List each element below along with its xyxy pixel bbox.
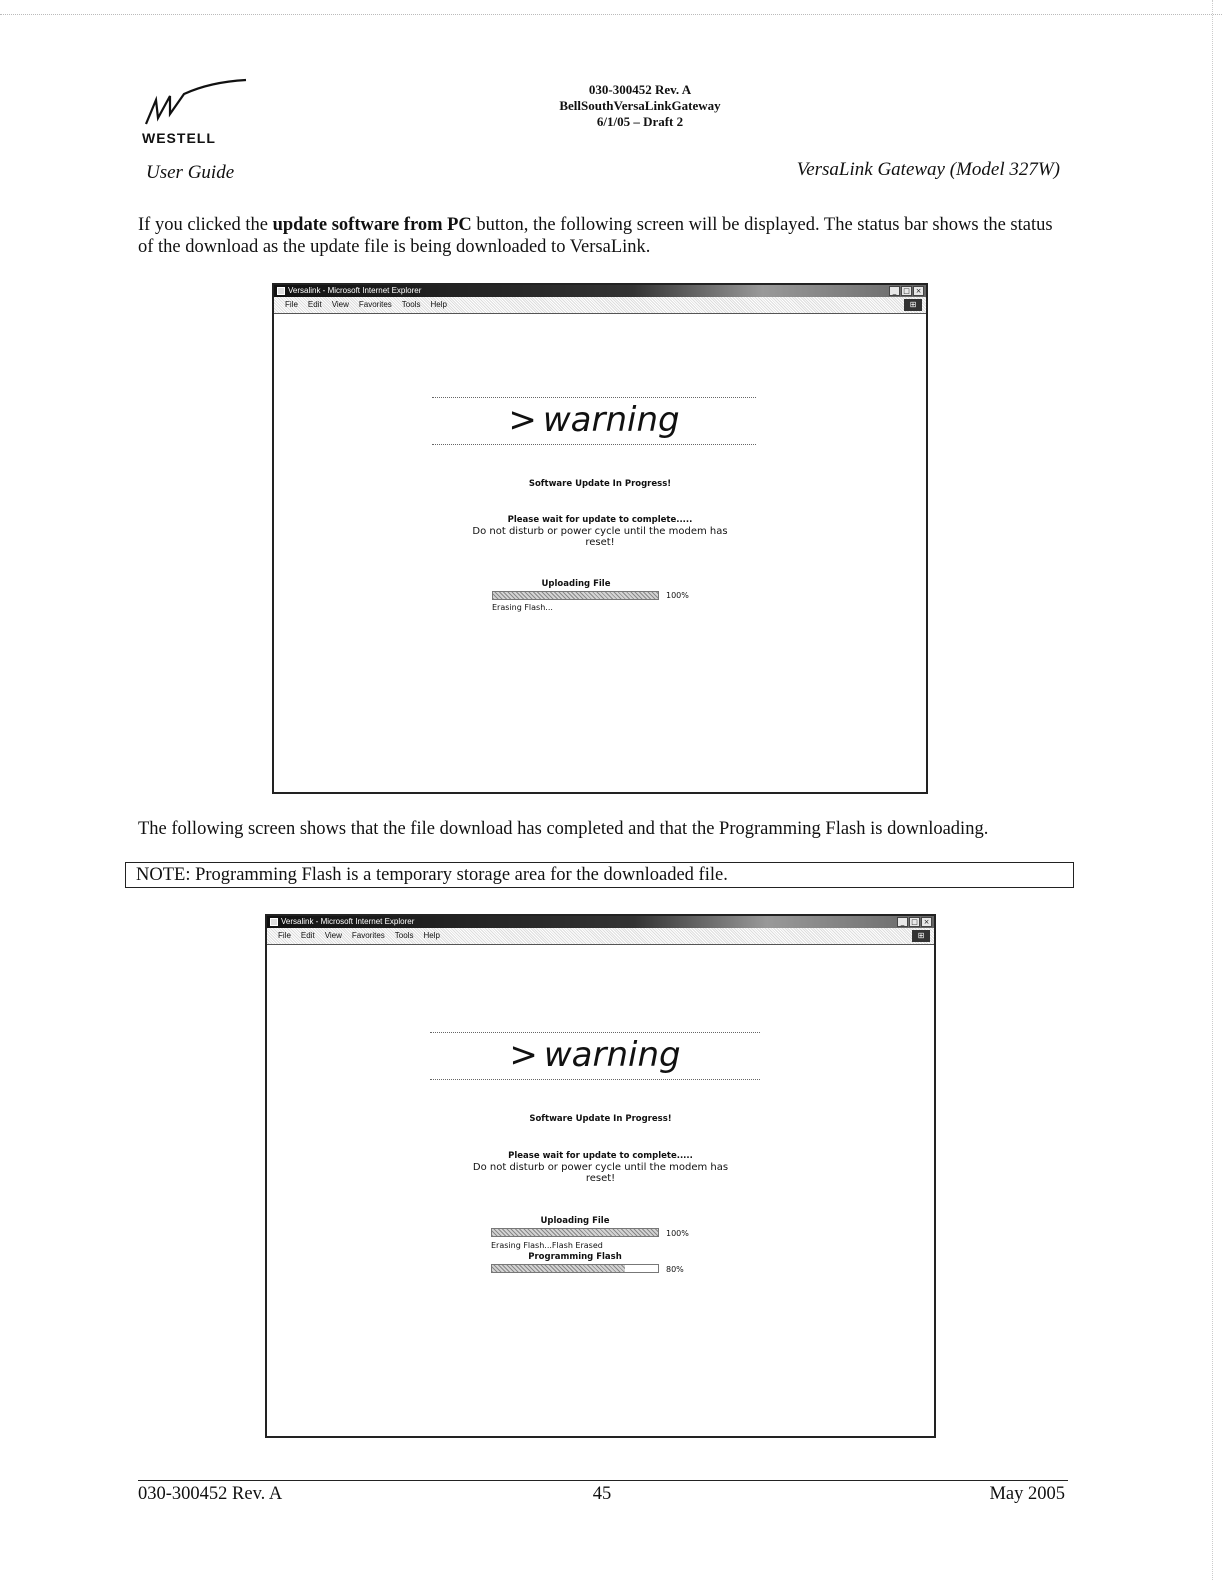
windows-logo-icon: ⊞ [904, 299, 922, 311]
disturb-line-1: Do not disturb or power cycle until the modem has [472, 1162, 729, 1173]
maximize-icon[interactable]: □ [909, 917, 920, 927]
menu-view[interactable]: View [324, 931, 342, 940]
scan-top-border [0, 14, 1222, 15]
upload-percent: 100% [666, 1229, 689, 1238]
menu-edit[interactable]: Edit [300, 931, 315, 940]
menu-help[interactable]: Help [430, 300, 447, 309]
program-percent: 80% [666, 1265, 684, 1274]
disturb-line-1: Do not disturb or power cycle until the modem has [472, 526, 728, 537]
ie-app-icon [277, 287, 285, 295]
wait-message [267, 1151, 934, 1184]
erase-status: Erasing Flash... [492, 603, 553, 612]
status-message: Software Update In Progress! [529, 1114, 672, 1124]
model-title: VersaLink Gateway (Model 327W) [796, 159, 1060, 180]
menu-view[interactable]: View [331, 300, 349, 309]
windows-logo-icon: ⊞ [912, 930, 930, 942]
warning-heading [430, 1032, 760, 1080]
upload-progress-bar [491, 1228, 659, 1237]
footer-rule [138, 1480, 1068, 1481]
intro-bold-button-name: update software from PC [272, 215, 472, 235]
menu-tools[interactable]: Tools [401, 300, 421, 309]
program-label: Programming Flash [528, 1252, 622, 1262]
minimize-icon[interactable]: _ [897, 917, 908, 927]
menu-file[interactable]: File [285, 300, 298, 309]
menu-favorites[interactable]: Favorites [351, 931, 385, 940]
menu-file[interactable]: File [278, 931, 291, 940]
warning-arrow-icon: > [509, 1035, 538, 1075]
download-paragraph: The following screen shows that the file download has completed and that the Programming Flash is downloading. [138, 819, 989, 839]
warning-heading [432, 397, 756, 445]
doc-number: 030-300452 Rev. A [588, 82, 692, 97]
disturb-line-2: reset! [585, 1173, 616, 1184]
menu-bar [267, 928, 934, 945]
browser-window-2 [265, 914, 936, 1438]
program-progress-fill [492, 1265, 625, 1272]
footer-doc-number: 030-300452 Rev. A [138, 1484, 283, 1504]
upload-progress-fill [493, 592, 658, 599]
upload-percent: 100% [666, 591, 689, 600]
wait-line: Please wait for update to complete..... [507, 515, 693, 525]
scan-right-border [1212, 0, 1213, 1580]
browser-window-1 [272, 283, 928, 794]
maximize-icon[interactable]: □ [901, 286, 912, 296]
logo-text: WESTELL [142, 130, 216, 146]
status-message: Software Update In Progress! [528, 479, 672, 489]
user-guide-title: User Guide [146, 162, 235, 183]
westell-logo [140, 78, 260, 148]
page-number: 45 [592, 1484, 612, 1504]
erase-status: Erasing Flash...Flash Erased [491, 1241, 603, 1250]
menu-favorites[interactable]: Favorites [358, 300, 392, 309]
intro-text-pre: If you clicked the [138, 215, 273, 235]
warning-text: warning [542, 400, 680, 440]
menu-bar [274, 297, 926, 314]
disturb-line-2: reset! [585, 537, 615, 548]
note-box: NOTE: Programming Flash is a temporary storage area for the downloaded file. [125, 862, 1074, 888]
menu-edit[interactable]: Edit [307, 300, 322, 309]
warning-arrow-icon: > [508, 400, 537, 440]
warning-text: warning [543, 1035, 681, 1075]
doc-name: BellSouthVersaLinkGateway [559, 98, 721, 113]
title-bar [267, 916, 934, 928]
upload-progress-bar [492, 591, 659, 600]
minimize-icon[interactable]: _ [889, 286, 900, 296]
upload-label: Uploading File [540, 1216, 610, 1226]
intro-paragraph [138, 214, 1068, 258]
ie-app-icon [270, 918, 278, 926]
wait-message [274, 515, 926, 548]
footer-date: May 2005 [989, 1484, 1065, 1504]
wait-line: Please wait for update to complete..... [508, 1151, 693, 1161]
menu-help[interactable]: Help [423, 931, 440, 940]
upload-label: Uploading File [541, 579, 611, 589]
upload-progress-fill [492, 1229, 658, 1236]
document-header [480, 82, 800, 130]
intro-text-post: button, the following screen will be displayed. The status bar shows the status of the download as the update file is being downloaded to VersaLink. [138, 215, 1053, 257]
window-title: Versalink - Microsoft Internet Explorer [281, 917, 415, 926]
close-icon[interactable]: × [921, 917, 932, 927]
doc-date: 6/1/05 – Draft 2 [596, 114, 684, 129]
close-icon[interactable]: × [913, 286, 924, 296]
menu-tools[interactable]: Tools [394, 931, 414, 940]
program-progress-bar [491, 1264, 659, 1273]
window-title: Versalink - Microsoft Internet Explorer [288, 286, 422, 295]
title-bar [274, 285, 926, 297]
